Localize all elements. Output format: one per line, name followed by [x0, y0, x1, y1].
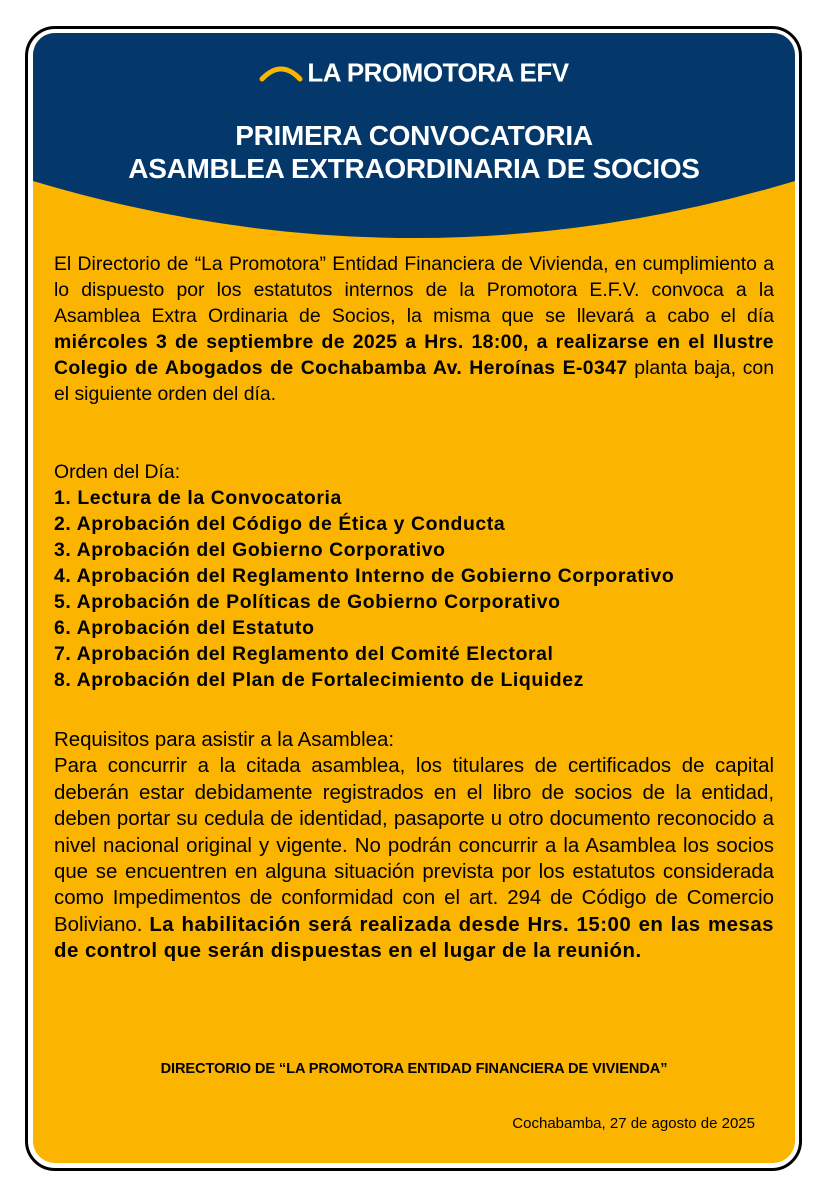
agenda-item: 7. Aprobación del Reglamento del Comité Electoral [54, 643, 554, 665]
agenda-item: 5. Aprobación de Políticas de Gobierno Corporativo [54, 591, 561, 613]
agenda-list [54, 485, 774, 693]
intro-date-location: miércoles 3 de septiembre de 2025 a Hrs. 18:00, a realizarse en el Ilustre Colegio de Abogados de Cochabamba Av. Heroínas E-0347 [54, 331, 774, 379]
intro-text: El Directorio de “La Promotora” Entidad Financiera de Vivienda, en cumplimiento a lo dispuesto por los estatutos internos de la Promotora E.F.V. convoca a la Asamblea Extra Ordinaria de Socios, la misma que se llevará a cabo el día [54, 253, 774, 327]
requirements-section [54, 727, 774, 965]
title-line-1: PRIMERA CONVOCATORIA [235, 120, 593, 151]
requirements-text: Para concurrir a la citada asamblea, los titulares de certificados de capital deberán estar debidamente registrados en el libro de socios de la entidad, deben portar su cedula de identidad, pasaporte u otro documento reconocido a nivel nacional original y vigente. No podrán concurrir a la Asamblea los socios que se encuentren en alguna situación prevista por los estatutos considerada como Impedimentos de conformidad con el art. 294 de Código de Comercio Boliviano. [54, 755, 774, 936]
agenda-title: Orden del Día: [54, 461, 181, 483]
title-line-2: ASAMBLEA EXTRAORDINARIA DE SOCIOS [128, 153, 700, 184]
brand-header [33, 56, 795, 89]
brand-name: LA PROMOTORA EFV [307, 57, 569, 88]
intro-text-end: planta baja, con el siguiente orden del día. [54, 357, 774, 405]
requirements-paragraph [54, 753, 774, 964]
agenda-item: 1. Lectura de la Convocatoria [54, 487, 342, 509]
announcement-panel [33, 33, 795, 1163]
agenda-item: 3. Aprobación del Gobierno Corporativo [54, 539, 446, 561]
agenda-item: 8. Aprobación del Plan de Fortalecimiento de Liquidez [54, 669, 584, 691]
page-title [33, 119, 795, 185]
roof-chevron-icon [259, 59, 303, 79]
place-date: Cochabamba, 27 de agosto de 2025 [512, 1115, 755, 1132]
agenda-item: 4. Aprobación del Reglamento Interno de Gobierno Corporativo [54, 565, 675, 587]
agenda-item: 6. Aprobación del Estatuto [54, 617, 315, 639]
agenda-section [54, 459, 774, 693]
signature-line: DIRECTORIO DE “LA PROMOTORA ENTIDAD FINANCIERA DE VIVIENDA” [160, 1061, 668, 1077]
intro-paragraph [54, 251, 774, 407]
requirements-title: Requisitos para asistir a la Asamblea: [54, 729, 395, 751]
agenda-item: 2. Aprobación del Código de Ética y Conducta [54, 513, 506, 535]
requirements-habilitation-note: La habilitación será realizada desde Hrs. 15:00 en las mesas de control que serán dispuestas en el lugar de la reunión. [54, 913, 775, 963]
